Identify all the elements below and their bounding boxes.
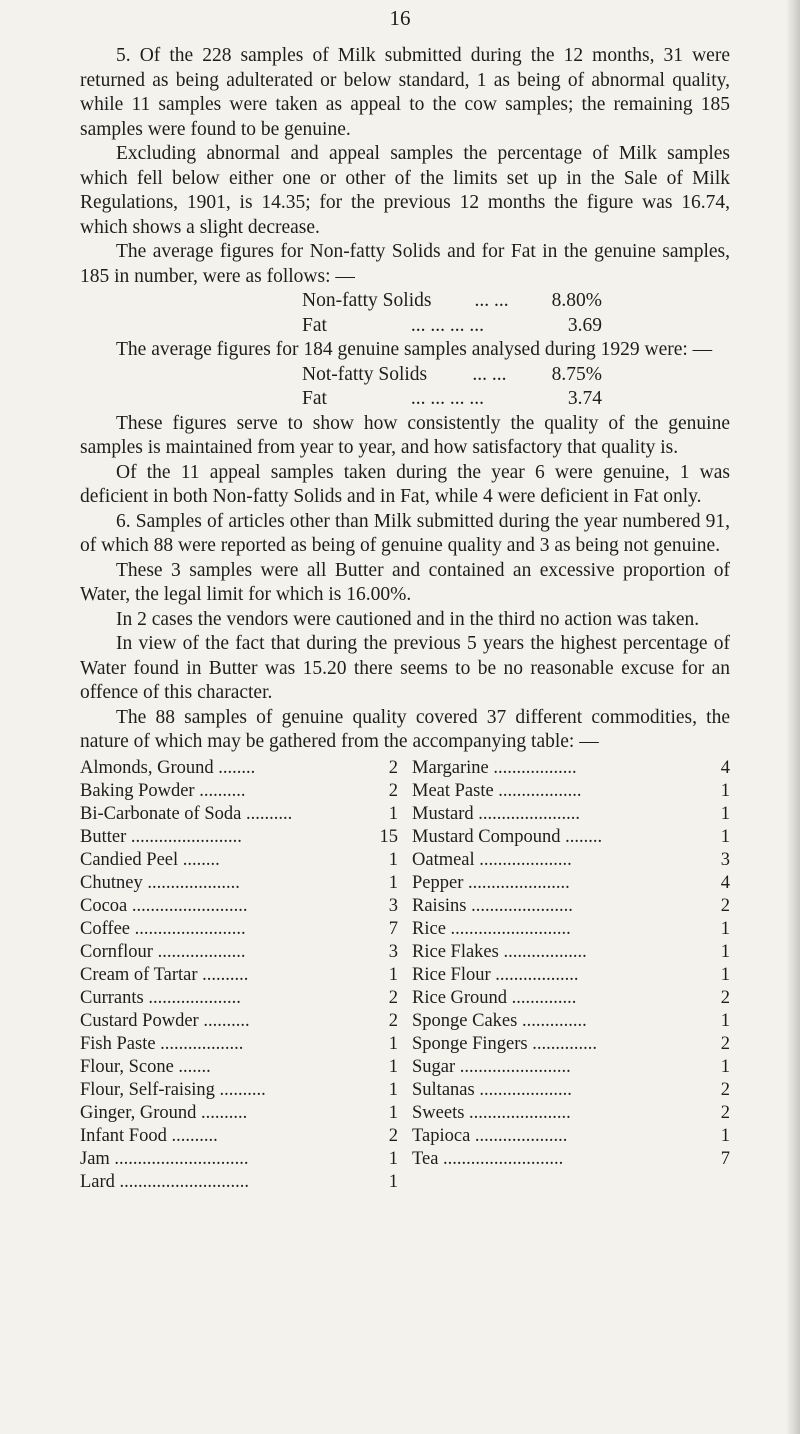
commodity-count: 7 — [720, 1148, 730, 1169]
commodity-name: Coffee ........................ — [80, 918, 246, 939]
commodity-count: 1 — [720, 1010, 730, 1031]
commodity-name: Cocoa ......................... — [80, 895, 248, 916]
commodity-row — [80, 849, 398, 872]
commodity-row — [412, 757, 730, 780]
figure-label: Fat — [302, 314, 327, 336]
commodity-name: Infant Food .......... — [80, 1125, 218, 1146]
commodity-row — [80, 1125, 398, 1148]
commodity-row — [80, 1102, 398, 1125]
commodity-count: 1 — [720, 941, 730, 962]
commodity-name: Lard ............................ — [80, 1171, 250, 1192]
commodity-row — [80, 964, 398, 987]
commodity-count: 1 — [388, 849, 398, 870]
commodity-count: 2 — [720, 1102, 730, 1123]
commodity-name: Jam ............................. — [80, 1148, 249, 1169]
commodity-name: Rice Flakes .................. — [412, 941, 587, 962]
commodity-count: 1 — [388, 803, 398, 824]
commodity-count: 1 — [388, 872, 398, 893]
commodity-count: 1 — [388, 964, 398, 985]
paragraph-average-figures: The average figures for Non-fatty Solids and for Fat in the genuine samples, 185 in number, were as follows: — — [80, 241, 730, 287]
commodity-row — [412, 1033, 730, 1056]
commodity-name: Tapioca .................... — [412, 1125, 568, 1146]
commodity-count: 2 — [388, 780, 398, 801]
commodity-row — [80, 780, 398, 803]
commodity-row — [80, 803, 398, 826]
figure-leader: ... ... — [474, 290, 509, 311]
commodity-count: 1 — [720, 780, 730, 801]
paragraph-other-articles: 6. Samples of articles other than Milk submitted during the year numbered 91, of which 88 were reported as being of genuine quality and 3 as being not genuine. — [80, 510, 730, 556]
commodity-name: Candied Peel ........ — [80, 849, 220, 870]
figures-current-list — [302, 289, 602, 338]
commodity-name: Raisins ...................... — [412, 895, 573, 916]
commodity-count: 7 — [388, 918, 398, 939]
commodity-row — [80, 1056, 398, 1079]
commodity-row — [412, 872, 730, 895]
commodity-row — [80, 1010, 398, 1033]
commodity-name: Sugar ........................ — [412, 1056, 571, 1077]
commodity-count: 1 — [720, 1056, 730, 1077]
commodity-row — [80, 941, 398, 964]
paragraph-vendors-cautioned: In 2 cases the vendors were cautioned and in the third no action was taken. — [116, 608, 700, 630]
paragraph-excluding-abnormal: Excluding abnormal and appeal samples the percentage of Milk samples which fell below either one or other of the limits set up in the Sale of Milk Regulations, 1901, is 14.35; for the previous 12 months the figure was 16.74, which shows a slight decrease. — [80, 143, 730, 238]
commodity-count: 1 — [388, 1079, 398, 1100]
paragraph-appeal-samples: Of the 11 appeal samples taken during the year 6 were genuine, 1 was deficient in both Non-fatty Solids and in Fat, while 4 were deficient in Fat only. — [80, 461, 730, 507]
commodity-name: Pepper ...................... — [412, 872, 570, 893]
commodity-row — [80, 1148, 398, 1171]
figure-leader: ... ... ... ... — [410, 388, 484, 409]
commodity-name: Almonds, Ground ........ — [80, 757, 256, 778]
commodity-row — [412, 1148, 730, 1171]
commodity-count: 15 — [379, 826, 398, 847]
commodity-row — [412, 941, 730, 964]
commodity-count: 2 — [388, 757, 398, 778]
page-number: 16 — [389, 6, 411, 30]
commodity-row — [412, 918, 730, 941]
commodity-count: 1 — [388, 1102, 398, 1123]
figure-row — [302, 387, 602, 412]
commodity-count: 3 — [388, 941, 398, 962]
paragraph-commodities-intro: The 88 samples of genuine quality covered 37 different commodities, the nature of which may be gathered from the accompanying table: — — [80, 706, 730, 752]
commodity-row — [412, 849, 730, 872]
commodity-name: Ginger, Ground .......... — [80, 1102, 248, 1123]
paragraph-butter-samples: These 3 samples were all Butter and contained an excessive proportion of Water, the legal limit for which is 16.00%. — [80, 559, 730, 605]
figure-label: Fat — [302, 388, 327, 409]
commodity-row — [412, 987, 730, 1010]
commodity-name: Sweets ...................... — [412, 1102, 571, 1123]
commodity-count: 1 — [388, 1056, 398, 1077]
figures-1929-list — [302, 363, 602, 412]
commodity-name: Sultanas .................... — [412, 1079, 572, 1100]
commodities-table — [80, 757, 730, 1194]
commodity-name: Rice Ground .............. — [412, 987, 577, 1008]
commodity-count: 1 — [388, 1033, 398, 1054]
commodity-count: 2 — [720, 987, 730, 1008]
commodity-row — [412, 1125, 730, 1148]
figure-value: 3.69 — [567, 314, 602, 336]
commodity-row — [80, 1033, 398, 1056]
figure-leader: ... ... — [472, 363, 507, 385]
figure-label: Non-fatty Solids — [302, 290, 432, 311]
paragraph-water-percentage: In view of the fact that during the previous 5 years the highest percentage of Water found in Butter was 15.20 there seems to be no reasonable excuse for an offence of this character. — [80, 633, 730, 703]
figure-leader: ... ... ... ... — [410, 314, 484, 336]
commodity-name: Oatmeal .................... — [412, 849, 572, 870]
commodity-name: Mustard ...................... — [412, 803, 581, 824]
commodity-count: 2 — [720, 895, 730, 916]
paragraph-milk-samples: 5. Of the 228 samples of Milk submitted during the 12 months, 31 were returned as being adulterated or below standard, 1 as being of abnormal quality, while 11 samples were taken as appeal to the cow samples; the remaining 185 samples were found to be genuine. — [80, 45, 730, 140]
commodity-count: 1 — [720, 1125, 730, 1146]
paragraph-consistency: These figures serve to show how consistently the quality of the genuine samples is maintained from year to year, and how satisfactory that quality is. — [80, 412, 730, 458]
commodity-row — [412, 826, 730, 849]
commodity-count: 1 — [720, 964, 730, 985]
commodity-count: 2 — [720, 1079, 730, 1100]
commodity-count: 1 — [720, 803, 730, 824]
commodity-name: Bi-Carbonate of Soda .......... — [80, 803, 293, 824]
commodity-row — [80, 872, 398, 895]
commodities-column-right — [412, 757, 730, 1194]
commodity-count: 3 — [720, 849, 730, 870]
commodity-row — [412, 780, 730, 803]
commodity-name: Meat Paste .................. — [412, 780, 582, 801]
figure-row — [302, 314, 602, 339]
commodity-row — [80, 895, 398, 918]
commodity-count: 1 — [720, 918, 730, 939]
commodity-row — [80, 757, 398, 780]
commodity-row — [412, 1010, 730, 1033]
commodity-name: Rice Flour .................. — [412, 964, 579, 985]
paragraph-average-1929: The average figures for 184 genuine samples analysed during 1929 were: — — [116, 339, 713, 360]
commodity-name: Sponge Fingers .............. — [412, 1033, 597, 1054]
page-body — [80, 44, 730, 1194]
figure-value: 3.74 — [567, 388, 602, 409]
commodity-count: 2 — [720, 1033, 730, 1054]
commodity-row — [80, 1079, 398, 1102]
figure-row — [302, 289, 602, 314]
figure-label: Not-fatty Solids — [302, 363, 428, 385]
commodity-name: Margarine .................. — [412, 757, 577, 778]
commodity-count: 1 — [388, 1148, 398, 1169]
figure-row — [302, 363, 602, 388]
commodity-count: 4 — [720, 872, 730, 893]
page-edge-shadow — [786, 0, 800, 1434]
commodity-row — [80, 826, 398, 849]
commodity-count: 2 — [388, 1125, 398, 1146]
commodity-name: Flour, Scone ....... — [80, 1056, 211, 1077]
commodities-column-left — [80, 757, 398, 1194]
commodity-name: Cream of Tartar .......... — [80, 964, 249, 985]
commodity-name: Currants .................... — [80, 987, 241, 1008]
commodity-name: Chutney .................... — [80, 872, 240, 893]
commodity-name: Fish Paste .................. — [80, 1033, 244, 1054]
commodity-name: Cornflour ................... — [80, 941, 246, 962]
figure-value: 8.80% — [551, 290, 602, 311]
commodity-count: 2 — [388, 987, 398, 1008]
commodity-name: Flour, Self-raising .......... — [80, 1079, 266, 1100]
commodity-row — [412, 803, 730, 826]
commodity-name: Tea .......................... — [412, 1148, 564, 1169]
commodity-name: Sponge Cakes .............. — [412, 1010, 587, 1031]
commodity-row — [412, 964, 730, 987]
commodity-row — [80, 918, 398, 941]
commodity-count: 4 — [720, 757, 730, 778]
commodity-count: 2 — [388, 1010, 398, 1031]
figure-value: 8.75% — [551, 363, 602, 385]
commodity-row — [412, 1102, 730, 1125]
commodity-name: Mustard Compound ........ — [412, 826, 603, 847]
commodity-row — [412, 895, 730, 918]
commodity-name: Custard Powder .......... — [80, 1010, 250, 1031]
commodity-row — [80, 987, 398, 1010]
commodity-row — [80, 1171, 398, 1194]
commodity-row — [412, 1056, 730, 1079]
commodity-count: 1 — [388, 1171, 398, 1192]
commodity-row — [412, 1079, 730, 1102]
commodity-count: 1 — [720, 826, 730, 847]
commodity-count: 3 — [388, 895, 398, 916]
commodity-name: Butter ........................ — [80, 826, 242, 847]
commodity-name: Rice .......................... — [412, 918, 571, 939]
commodity-name: Baking Powder .......... — [80, 780, 246, 801]
